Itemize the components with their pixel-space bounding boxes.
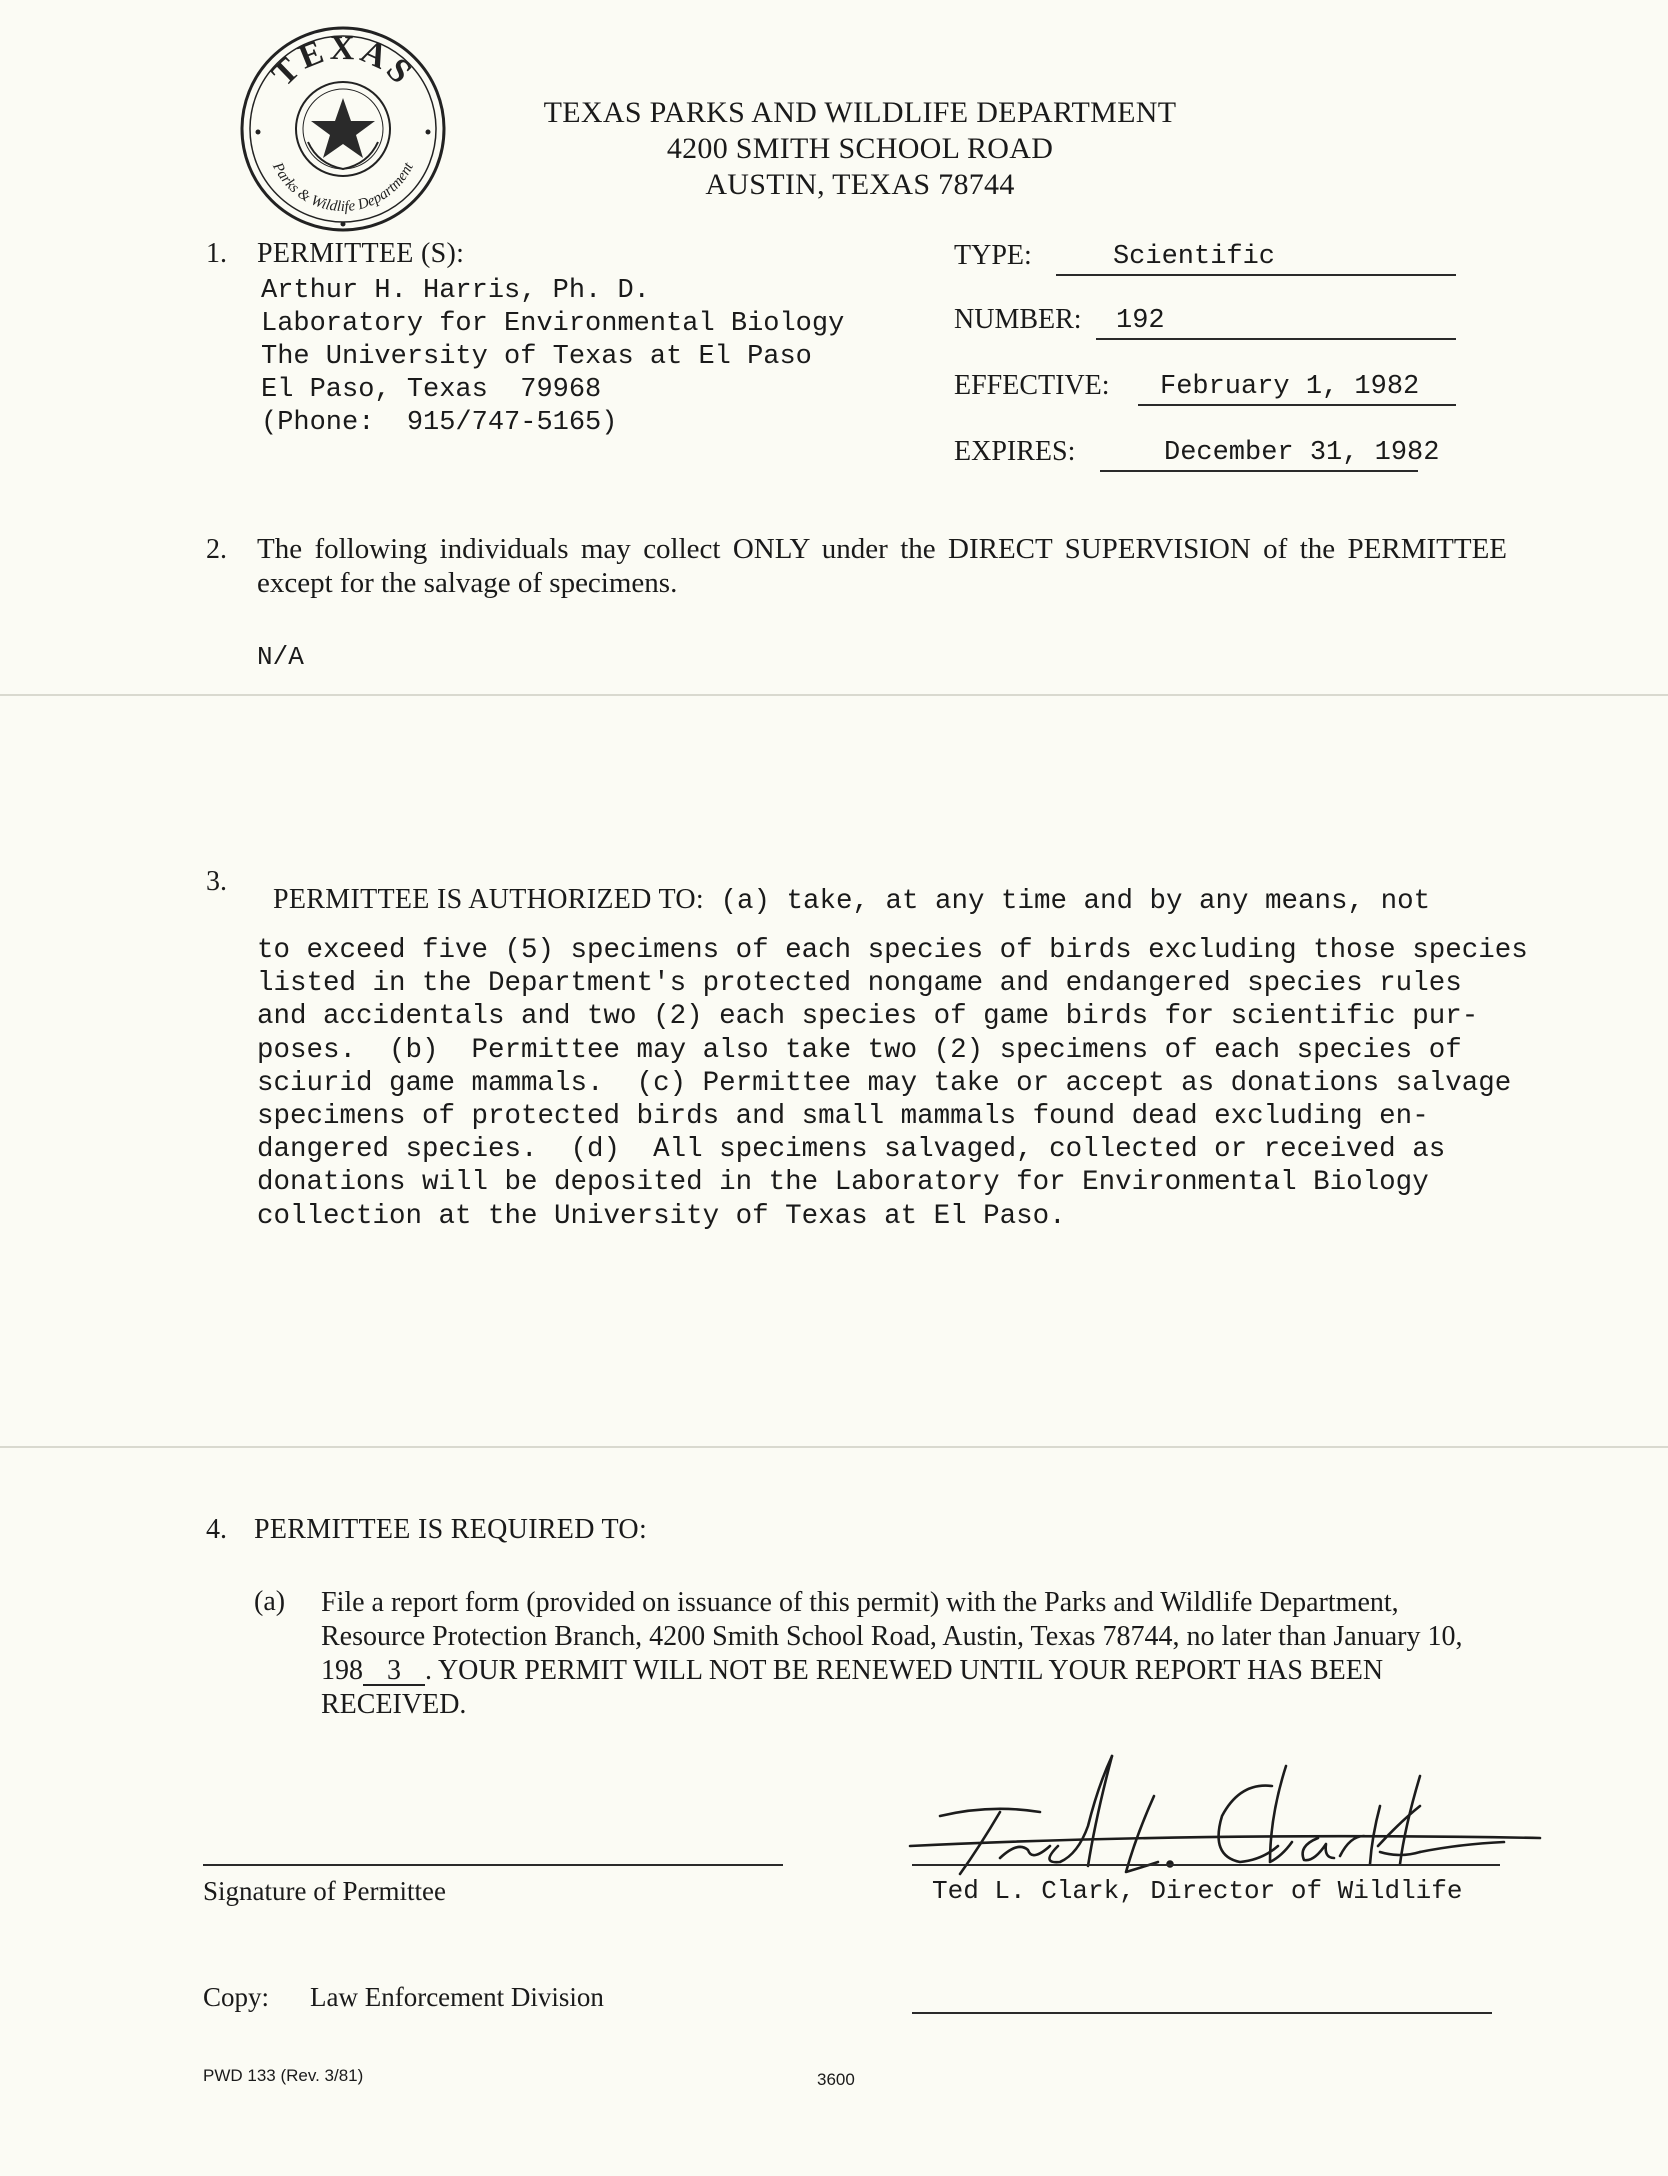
- department-header: [500, 95, 1220, 203]
- section-3-body: [257, 866, 1557, 1233]
- number-field: [954, 300, 1504, 340]
- section-4-heading: PERMITTEE IS REQUIRED TO:: [254, 1514, 648, 1545]
- section-3-line: poses. (b) Permittee may also take two (2) specimens of each species of: [257, 1034, 1462, 1066]
- permittee-lab: Laboratory for Environmental Biology: [261, 309, 845, 339]
- section-3-heading: PERMITTEE IS AUTHORIZED TO:: [273, 884, 704, 915]
- expires-value: December 31, 1982: [1164, 438, 1440, 468]
- section-3-line: to exceed five (5) specimens of each species of birds excluding those species: [257, 935, 1528, 966]
- texas-parks-wildlife-seal: [238, 24, 448, 234]
- section-3-line: specimens of protected birds and small mammals found dead excluding en-: [257, 1101, 1429, 1133]
- expires-label: EXPIRES:: [954, 436, 1076, 467]
- form-id: PWD 133 (Rev. 3/81): [203, 2066, 364, 2085]
- blank-line: [912, 2012, 1492, 2014]
- type-value: Scientific: [1112, 242, 1276, 272]
- director-name: Ted L. Clark, Director of Wildlife: [932, 1876, 1463, 1906]
- section-2-number: 2.: [206, 534, 227, 565]
- header-line-2: 4200 SMITH SCHOOL ROAD: [666, 132, 1054, 165]
- number-label: NUMBER:: [954, 304, 1082, 335]
- effective-label: EFFECTIVE:: [954, 370, 1110, 401]
- header-line-3: AUSTIN, TEXAS 78744: [705, 168, 1015, 201]
- form-code: 3600: [817, 2070, 855, 2089]
- copy-label: Copy:: [203, 1982, 270, 2012]
- effective-value: February 1, 1982: [1160, 372, 1420, 402]
- effective-field: [954, 366, 1504, 406]
- section-3-line: sciurid game mammals. (c) Permittee may take or accept as donations salvage: [257, 1067, 1512, 1099]
- section-3-number: 3.: [206, 866, 227, 897]
- permittee-signature-line: [203, 1864, 783, 1866]
- section-3-line: and accidentals and two (2) each species of game birds for scientific pur-: [257, 1001, 1479, 1033]
- section-3-line: dangered species. (d) All specimens salvaged, collected or received as: [257, 1134, 1446, 1166]
- section-1-number: 1.: [206, 238, 227, 269]
- type-field: [954, 236, 1504, 276]
- section-4-item-label: (a): [254, 1586, 286, 1617]
- section-1-heading: PERMITTEE (S):: [257, 238, 465, 269]
- section-3-first-line: (a) take, at any time and by any means, not: [703, 886, 1431, 917]
- permittee-signature-label: Signature of Permittee: [203, 1876, 446, 1906]
- permittee-university: The University of Texas at El Paso: [261, 342, 812, 372]
- section-4-number: 4.: [206, 1514, 227, 1545]
- number-value: 192: [1116, 306, 1165, 336]
- permittee-address-block: [261, 275, 844, 440]
- report-text-after: . YOUR PERMIT WILL NOT BE RENEWED UNTIL YOUR REPORT HAS BEEN RECEIVED.: [321, 1655, 1384, 1720]
- section-2-value: N/A: [257, 642, 304, 672]
- fold-crease: [0, 1446, 1668, 1448]
- report-year-digit: 3: [363, 1658, 425, 1686]
- fold-crease: [0, 694, 1668, 696]
- copy-value: Law Enforcement Division: [310, 1982, 604, 2012]
- section-3-line: listed in the Department's protected nongame and endangered species rules: [257, 968, 1462, 1000]
- svg-text:Parks & Wildlife Department: Parks & Wildlife Department: [269, 160, 417, 215]
- section-4-item-text: [321, 1586, 1501, 1722]
- section-3-line: collection at the University of Texas at El Paso.: [257, 1200, 1066, 1232]
- header-line-1: TEXAS PARKS AND WILDLIFE DEPARTMENT: [543, 96, 1177, 129]
- svg-text:TEXAS: TEXAS: [264, 29, 422, 94]
- permittee-name: Arthur H. Harris, Ph. D.: [261, 276, 650, 306]
- permittee-phone: (Phone: 915/747-5165): [261, 408, 618, 438]
- permittee-city: El Paso, Texas 79968: [261, 375, 602, 405]
- section-2-text: The following individuals may collect ONLY under the DIRECT SUPERVISION of the PERMITTEE except for the salvage of specimens.: [257, 533, 1507, 599]
- type-label: TYPE:: [954, 240, 1032, 271]
- director-signature-line: [912, 1864, 1500, 1866]
- section-3-line: donations will be deposited in the Laboratory for Environmental Biology: [257, 1167, 1429, 1199]
- expires-field: [954, 432, 1504, 472]
- report-text-before: File a report form (provided on issuance of this permit) with the Parks and Wildlife Department, Resource Protection Branch, 4200 Smith School Road, Austin, Texas 78744, no later than January 10, 198: [321, 1587, 1463, 1686]
